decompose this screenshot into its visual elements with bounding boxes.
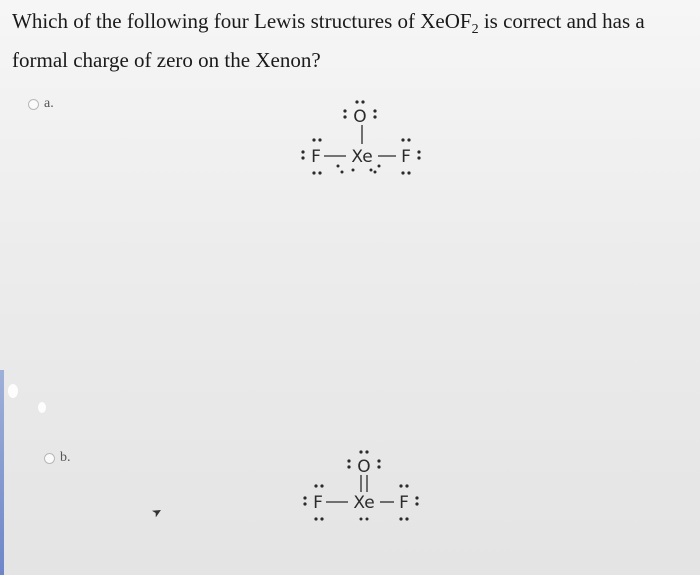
screen-edge-reflection — [0, 370, 4, 575]
light-glare — [38, 402, 46, 413]
question-subscript: 2 — [471, 22, 479, 38]
lewis-structure-b-svg — [278, 432, 438, 542]
lewis-structure-a-svg — [278, 78, 438, 198]
question-text-start: Which of the following four Lewis structures of XeOF — [12, 9, 472, 33]
option-a-radio[interactable] — [28, 99, 39, 110]
lewis-structure-a — [278, 78, 438, 198]
option-b[interactable] — [44, 450, 71, 466]
option-a-label: a. — [44, 96, 54, 111]
struct-b-fluorine-left: F — [313, 493, 323, 513]
light-glare — [8, 384, 18, 398]
option-b-radio[interactable] — [44, 453, 55, 464]
option-b-label: b. — [60, 450, 71, 465]
mouse-cursor-icon: ➤ — [149, 503, 165, 521]
lewis-structure-b — [278, 432, 438, 542]
struct-a-fluorine-right: F — [401, 147, 411, 167]
question-text-end: is correct and has a formal charge of zero on the Xenon? — [12, 9, 645, 73]
struct-b-oxygen: O — [357, 457, 371, 477]
struct-b-fluorine-right: F — [399, 493, 409, 513]
struct-a-xenon: Xe — [351, 147, 373, 167]
question-text — [12, 6, 692, 75]
struct-a-oxygen: O — [353, 107, 367, 127]
struct-a-fluorine-left: F — [311, 147, 321, 167]
struct-b-xenon: Xe — [353, 493, 375, 513]
option-a[interactable] — [28, 96, 54, 112]
